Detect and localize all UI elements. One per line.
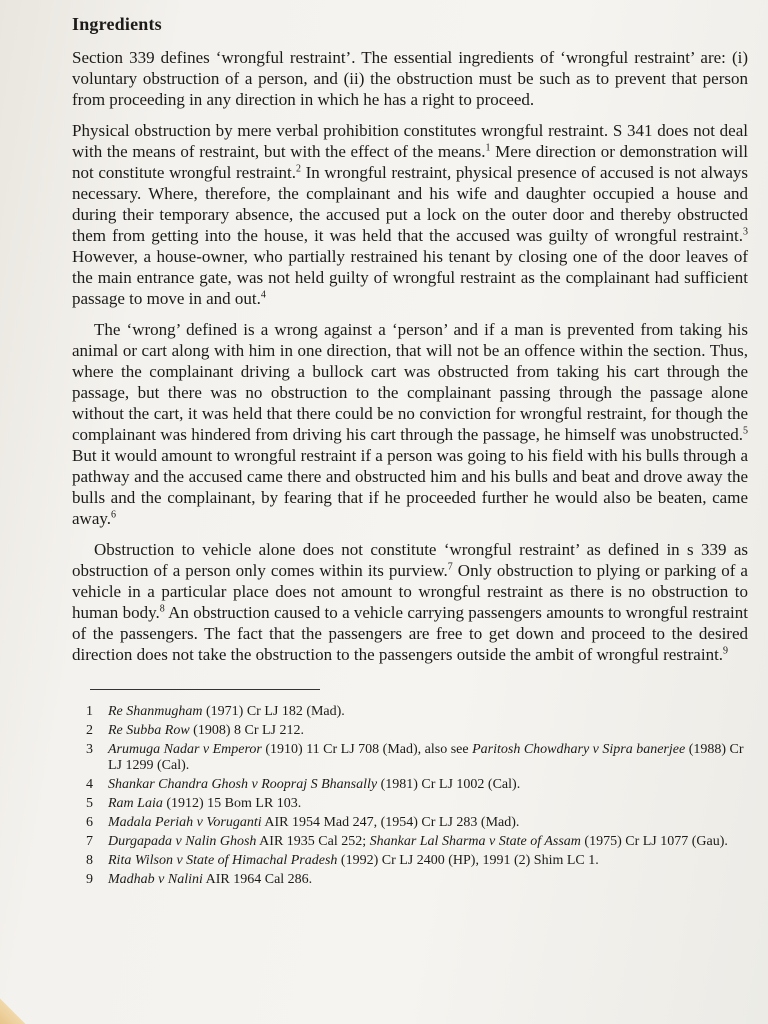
footnote-divider <box>90 689 320 690</box>
case-name: Durgapada v Nalin Ghosh <box>108 834 257 849</box>
paragraph-text: However, a house-owner, who partially restrained his tenant by closing one of the door leaves of the main entrance gate, was not held guilty of wrongful restraint as the complainant had sufficient passage to move in and out. <box>72 247 748 308</box>
footnote-number: 5 <box>86 796 93 811</box>
paragraph-p1 <box>72 47 748 110</box>
citation-text: (1988) Cr LJ 1299 (Cal). <box>108 742 744 773</box>
footnote-text <box>108 872 748 888</box>
footnote-item <box>86 723 748 739</box>
footnote-ref[interactable]: 6 <box>111 509 117 521</box>
paragraph-text: Obstruction to vehicle alone does not constitute ‘wrongful restraint’ as defined in s 339 as obstruction of a person only comes within its purview. <box>72 540 748 580</box>
footnotes <box>72 704 748 888</box>
paragraph-text: An obstruction caused to a vehicle carrying passengers amounts to wrongful restraint of the passengers. The fact that the passengers are free to get down and proceed to the desired direction does not take the obstruction to the passengers outside the ambit of wrongful restraint. <box>72 603 748 664</box>
footnote-number: 8 <box>86 853 93 868</box>
footnote-text <box>108 723 748 739</box>
case-name: Ram Laia <box>108 796 163 811</box>
footnote-item <box>86 834 748 850</box>
footnote-number: 9 <box>86 872 93 887</box>
paragraph-p2 <box>72 120 748 309</box>
case-name: Shankar Lal Sharma v State of Assam <box>369 834 581 849</box>
footnote-ref[interactable]: 3 <box>743 226 748 238</box>
paragraph-text: Section 339 defines ‘wrongful restraint’. The essential ingredients of ‘wrongful restraint’ are: (i) voluntary obstruction of a person, and (ii) the obstruction must be such as to prevent that person from proceeding in any direction in which he has a right to proceed. <box>72 48 748 109</box>
citation-text: (1992) Cr LJ 2400 (HP), 1991 (2) Shim LC 1. <box>337 853 599 868</box>
footnote-text <box>108 796 748 812</box>
citation-text: (1971) Cr LJ 182 (Mad). <box>202 704 345 719</box>
footnote-item <box>86 742 748 774</box>
paragraph-text: The ‘wrong’ defined is a wrong against a ‘person’ and if a man is prevented from taking his animal or cart along with him in one direction, that will not be an offence within the section. Thus, where the complainant driving a bullock cart was obstructed from taking his cart through the passage, but there was no obstruction to the complainant passing through the passage alone without the cart, it was held that there could be no conviction for wrongful restraint, for though the complainant was hindered from driving his cart through the passage, he himself was unobstructed. <box>72 320 748 444</box>
citation-text: AIR 1935 Cal 252; <box>256 834 370 849</box>
paragraph-text: Physical obstruction by mere verbal prohibition constitutes wrongful restraint. S 341 does not deal with the means of restraint, but with the effect of the means. <box>72 121 748 161</box>
footnote-number: 4 <box>86 777 93 792</box>
footnote-text <box>108 815 748 831</box>
footnote-item <box>86 704 748 720</box>
citation-text: AIR 1964 Cal 286. <box>202 872 313 887</box>
footnote-number: 6 <box>86 815 93 830</box>
case-name: Paritosh Chowdhary v Sipra banerjee <box>472 742 686 757</box>
footnote-text <box>108 777 748 793</box>
footnote-item <box>86 853 748 869</box>
section-heading: Ingredients <box>72 14 162 34</box>
footnote-ref[interactable]: 5 <box>743 425 748 437</box>
footnote-ref[interactable]: 8 <box>159 603 165 615</box>
body-text <box>72 47 748 665</box>
footnote-ref[interactable]: 9 <box>723 645 729 657</box>
footnote-text <box>108 853 748 869</box>
citation-text: (1981) Cr LJ 1002 (Cal). <box>377 777 521 792</box>
footnote-ref[interactable]: 1 <box>485 142 491 154</box>
case-name: Madala Periah v Voruganti <box>108 815 262 830</box>
footnote-ref[interactable]: 7 <box>447 561 453 573</box>
paragraph-p4 <box>72 539 748 665</box>
citation-text: (1908) 8 Cr LJ 212. <box>189 723 304 738</box>
case-name: Re Shanmugham <box>108 704 203 719</box>
citation-text: AIR 1954 Mad 247, (1954) Cr LJ 283 (Mad). <box>261 815 520 830</box>
case-name: Arumuga Nadar v Emperor <box>108 742 262 757</box>
case-name: Shankar Chandra Ghosh v Roopraj S Bhansally <box>108 777 378 792</box>
page-corner-fold <box>0 996 28 1024</box>
footnote-number: 7 <box>86 834 93 849</box>
paragraph-text: Only obstruction to plying or parking of a vehicle in a particular place does not amount to wrongful restraint as there is no obstruction to human body. <box>72 561 748 622</box>
paragraph-text: But it would amount to wrongful restraint if a person was going to his field with his bulls through a pathway and the accused came there and obstructed him and his bulls and beat and drove away the bulls and the complainant, by fearing that if he proceeded further he would also be beaten, came away. <box>72 446 748 528</box>
case-name: Re Subba Row <box>108 723 190 738</box>
paragraph-text: Mere direction or demonstration will not constitute wrongful restraint. <box>72 142 748 182</box>
footnote-item <box>86 872 748 888</box>
case-name: Rita Wilson v State of Himachal Pradesh <box>108 853 338 868</box>
footnote-number: 1 <box>86 704 93 719</box>
case-name: Madhab v Nalini <box>108 872 203 887</box>
paragraph-p3 <box>72 319 748 529</box>
footnote-item <box>86 815 748 831</box>
footnote-item <box>86 777 748 793</box>
citation-text: (1910) 11 Cr LJ 708 (Mad), also see <box>261 742 473 757</box>
page-content <box>72 14 748 891</box>
footnote-text <box>108 834 748 850</box>
footnote-item <box>86 796 748 812</box>
footnote-number: 3 <box>86 742 93 757</box>
paragraph-text: In wrongful restraint, physical presence of accused is not always necessary. Where, therefore, the complainant and his wife and daughter occupied a house and during their temporary absence, the accused put a lock on the outer door and thereby obstructed them from getting into the house, it was held that the accused was guilty of wrongful restraint. <box>72 163 748 245</box>
footnote-ref[interactable]: 2 <box>295 163 301 175</box>
footnote-text <box>108 742 748 774</box>
citation-text: (1975) Cr LJ 1077 (Gau). <box>580 834 728 849</box>
citation-text: (1912) 15 Bom LR 103. <box>162 796 302 811</box>
footnote-ref[interactable]: 4 <box>260 289 266 301</box>
footnote-text <box>108 704 748 720</box>
footnote-number: 2 <box>86 723 93 738</box>
